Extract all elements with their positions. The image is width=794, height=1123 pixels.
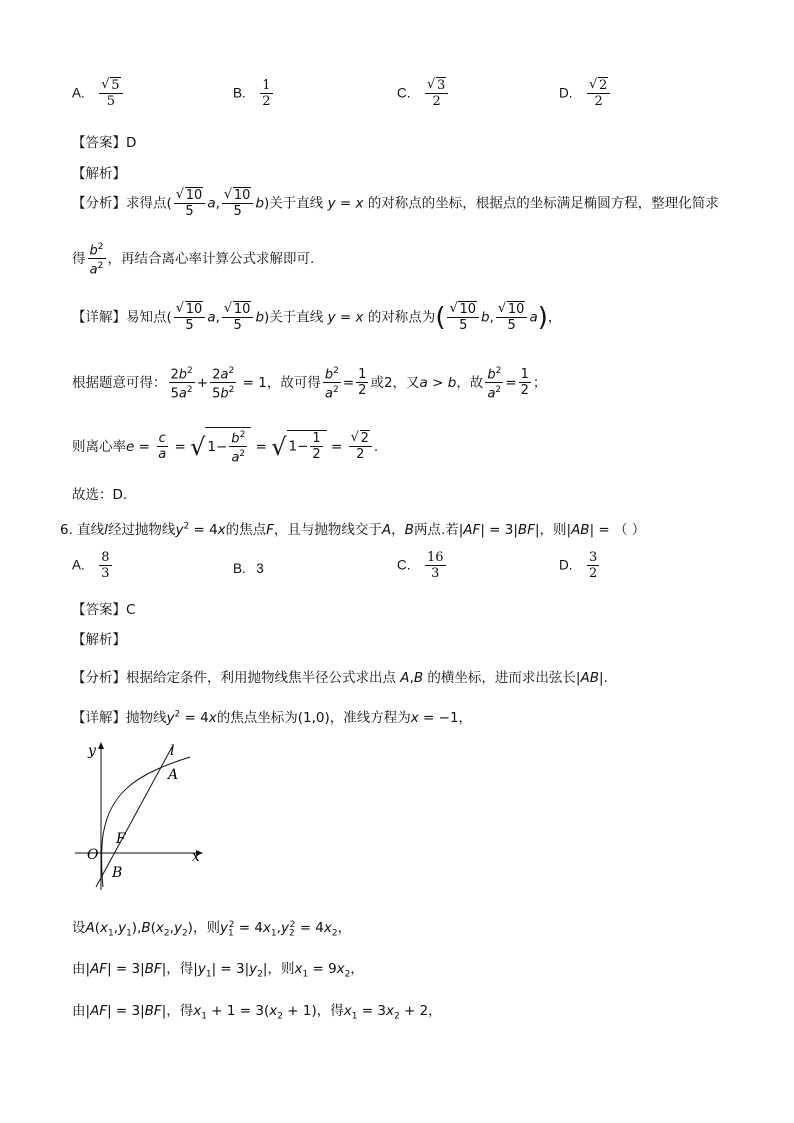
q6-by-line1: 由|AF| = 3|BF|，得$|y_1| = 3|y_2|$，则$x_1 = 9x_2$，: [72, 961, 364, 980]
graph-label-B: B: [112, 865, 123, 881]
q5-choose: 故选：D.: [72, 487, 128, 503]
q6-analysis-heading: 【解析】: [72, 632, 126, 648]
q6-option-a: A. $\frac{8}{3}$: [72, 550, 110, 581]
q6-fenxi: 【分析】根据给定条件，利用抛物线焦半径公式求出点 A,B 的横坐标，进而求出弦长|AB|.: [72, 670, 608, 686]
q6-by-line2: 由|AF| = 3|BF|，得$x_1 + 1 = 3(x_2 + 1)$，得$x_1 = 3x_2 + 2$，: [72, 1003, 442, 1022]
graph-label-x: x: [192, 849, 200, 865]
q5-option-c: C. √ $\frac{3}{2}$: [397, 78, 450, 109]
graph-label-A: A: [168, 767, 179, 783]
q5-answer: 【答案】D: [72, 135, 137, 151]
q6-option-d: D. $\frac{3}{2}$: [559, 550, 598, 581]
q5-eccentricity-line: 则离心率e = $\frac{c}{a}$ = √ 1− $\frac{b^2}{a^2}$ = √ 1− $\frac{1}{2}$ = √ $\frac{2}{2}$ .: [72, 427, 378, 466]
q6-stem: 6. 直线l经过抛物线$y^2 = 4x$的焦点F，且与抛物线交于A，B两点.若|AF| = 3|BF|，则|AB| = （ ）: [60, 521, 646, 538]
q6-answer: 【答案】C: [72, 602, 136, 618]
q5-condition-line: 根据题意可得： $\frac{2b^2}{5a^2}$ + $\frac{2a^2}{5b^2}$ = 1，故可得 $\frac{b^2}{a^2}$ = $\frac{1}{2}$ 或2，又a > b，故 $\frac{b^2}{a^2}$ = $\frac{1}{2}$ ；: [72, 366, 547, 402]
q5-option-b: B. $\frac{1}{2}$: [233, 78, 271, 109]
q5-fenxi-line2: 得 $\frac{b^2}{a^2}$ ，再结合离心率计算公式求解即可.: [72, 242, 315, 278]
q5-option-d: D. √ $\frac{2}{2}$: [559, 78, 612, 109]
graph-label-y: y: [88, 743, 96, 759]
q6-option-c: C. $\frac{16}{3}$: [397, 550, 444, 581]
q6-set-line: 设$A(x_1,y_1),B(x_2,y_2)$，则$y_1^2 = 4x_1,y_2^2 = 4x_2$，: [72, 919, 352, 939]
q5-xiangjie-line1: 【详解】易知点( √ $\frac{10}{5}$ a, √ $\frac{10}{5}$ b)关于直线 y = x 的对称点为( √ $\frac{10}{5}$ b, √ $\frac{10}{5}$ a)，: [72, 302, 561, 333]
y-axis-arrow: [98, 742, 104, 749]
q5-fenxi-line1: 【分析】求得点( √ $\frac{10}{5}$ a, √ $\frac{10}{5}$ b)关于直线 y = x 的对称点的坐标，根据点的坐标满足椭圆方程，整理化简求: [72, 188, 719, 219]
q6-xiangjie: 【详解】抛物线$y^2 = 4x$的焦点坐标为(1,0)，准线方程为x = −1，: [72, 709, 473, 726]
q5-option-a: A. √ $\frac{5}{5}$: [72, 78, 125, 109]
parabola-graph: [70, 735, 210, 895]
q6-option-b: B. 3: [233, 561, 264, 576]
graph-label-O: O: [87, 847, 99, 863]
graph-label-l: l: [170, 743, 175, 759]
q5-analysis-heading: 【解析】: [72, 166, 126, 182]
graph-label-F: F: [116, 831, 126, 847]
